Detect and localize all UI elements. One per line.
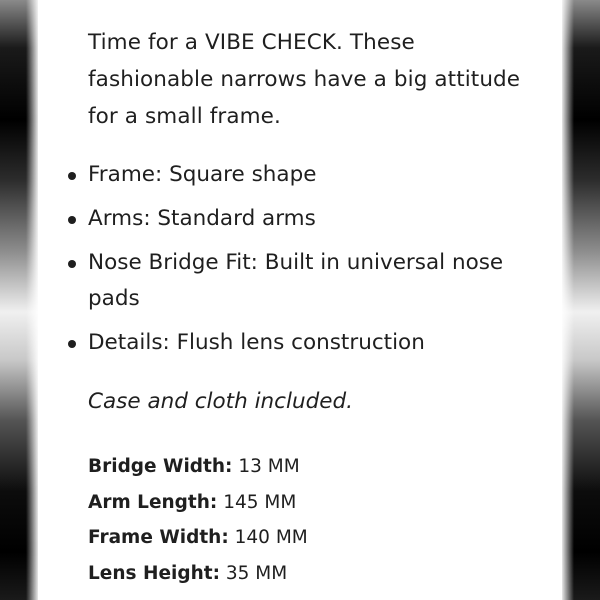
- bullet-icon: [68, 216, 76, 224]
- feature-label: Arms: [88, 206, 144, 231]
- feature-list: [88, 157, 538, 361]
- spec-row-bridge-width: [88, 449, 538, 485]
- feature-value: Standard arms: [157, 206, 316, 231]
- spec-list: [88, 449, 538, 591]
- feature-item-nose-bridge: Nose Bridge Fit: Built in universal nose pads: [88, 245, 538, 317]
- spec-row-arm-length: [88, 485, 538, 521]
- product-description: [88, 24, 538, 591]
- spec-value: 35 MM: [225, 562, 288, 584]
- feature-item-frame: Frame: Square shape: [88, 157, 538, 193]
- spec-value: 145 MM: [223, 491, 297, 513]
- feature-label: Frame: [88, 162, 155, 187]
- feature-label: Details: [88, 330, 163, 355]
- spec-label: Frame Width:: [88, 527, 229, 548]
- spec-row-lens-height: [88, 556, 538, 592]
- spec-label: Arm Length:: [88, 491, 218, 513]
- feature-value: Built in universal nose pads: [88, 250, 504, 311]
- bullet-icon: [68, 340, 76, 348]
- spec-label: Lens Height:: [88, 562, 220, 584]
- spec-label: Bridge Width:: [88, 456, 233, 477]
- feature-label: Nose Bridge Fit: [88, 250, 251, 275]
- bullet-icon: [68, 260, 76, 268]
- bullet-icon: [68, 172, 76, 180]
- feature-item-details: Details: Flush lens construction: [88, 325, 538, 361]
- feature-value: Square shape: [169, 162, 317, 187]
- intro-text: Time for a VIBE CHECK. These fashionable narrows have a big attitude for a small frame.: [88, 30, 521, 129]
- feature-item-arms: Arms: Standard arms: [88, 201, 538, 237]
- spec-value: 13 MM: [238, 456, 300, 477]
- spec-row-frame-width: [88, 520, 538, 556]
- included-note: Case and cloth included.: [88, 389, 353, 414]
- right-edge-gradient: [562, 0, 600, 600]
- feature-value: Flush lens construction: [176, 330, 425, 355]
- left-edge-gradient: [0, 0, 38, 600]
- spec-value: 140 MM: [234, 527, 308, 548]
